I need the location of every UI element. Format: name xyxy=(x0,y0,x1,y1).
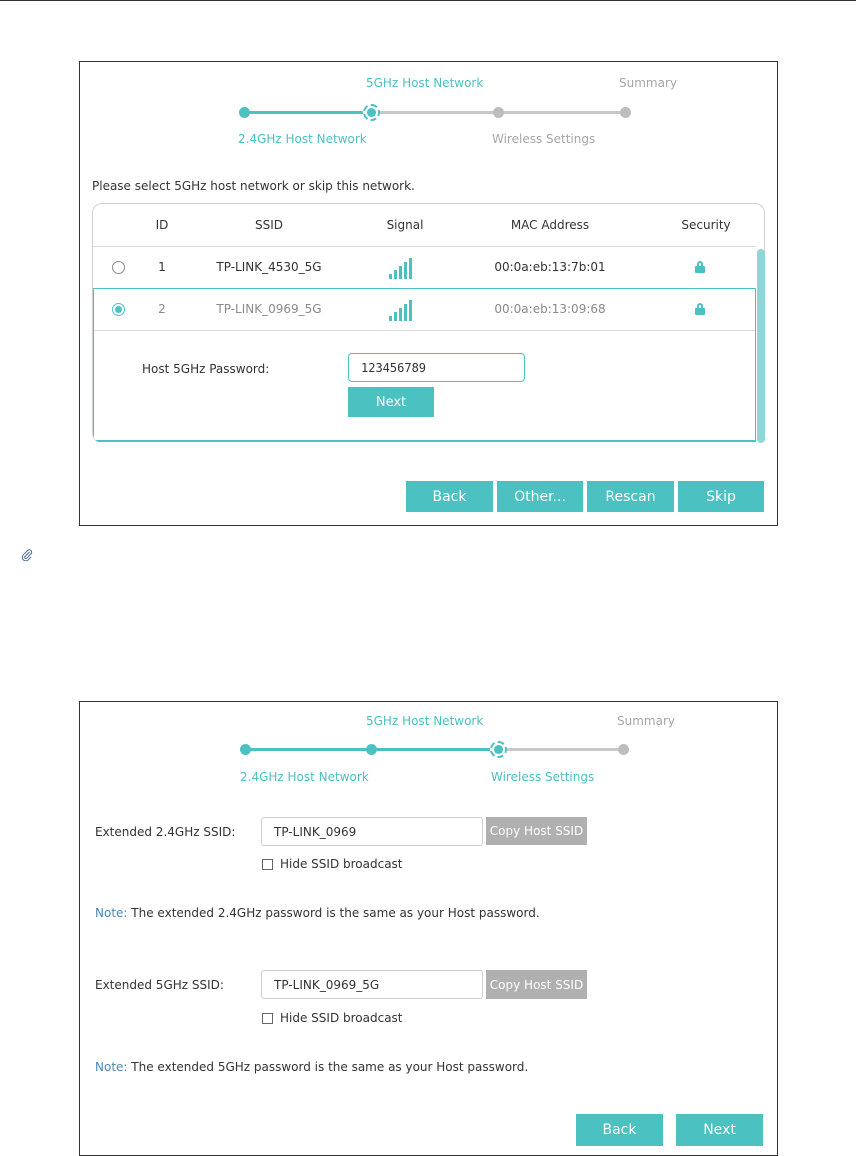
network-radio[interactable] xyxy=(112,261,125,274)
instruction-text: Please select 5GHz host network or skip this network. xyxy=(92,179,415,193)
extended-5ghz-ssid-input[interactable] xyxy=(261,970,483,999)
network-radio-selected[interactable] xyxy=(112,303,125,316)
step-track-pending xyxy=(499,748,623,751)
page-top-rule xyxy=(0,0,856,1)
column-header-ssid: SSID xyxy=(254,218,284,232)
extended-5ghz-ssid-label: Extended 5GHz SSID: xyxy=(95,978,224,992)
step-dot-summary xyxy=(618,744,629,755)
next-button[interactable]: Next xyxy=(676,1114,763,1146)
wireless-settings-panel xyxy=(79,701,778,1156)
paperclip-icon xyxy=(21,549,33,561)
extended-2-4ghz-ssid-input[interactable] xyxy=(261,817,483,846)
skip-button[interactable]: Skip xyxy=(678,481,764,512)
note-2-4ghz-text: The extended 2.4GHz password is the same as your Host password. xyxy=(131,906,540,920)
step-track-done xyxy=(245,111,371,114)
select-5ghz-host-panel xyxy=(79,61,778,526)
table-row-selected[interactable] xyxy=(93,288,756,331)
host-network-table xyxy=(92,203,765,443)
password-next-button[interactable]: Next xyxy=(348,387,434,417)
lock-icon xyxy=(695,261,705,273)
note-label: Note: xyxy=(95,1060,128,1074)
progress-stepper xyxy=(80,62,777,162)
copy-host-ssid-5ghz-button[interactable]: Copy Host SSID xyxy=(486,970,587,999)
password-section xyxy=(93,330,756,442)
rescan-button[interactable]: Rescan xyxy=(587,481,674,512)
step-dot-2-4ghz-host xyxy=(239,107,250,118)
step-label-summary: Summary xyxy=(617,714,675,728)
step-label-2-4ghz-host: 2.4GHz Host Network xyxy=(240,770,369,784)
step-label-5ghz-host: 5GHz Host Network xyxy=(366,714,484,728)
other-button[interactable]: Other... xyxy=(497,481,583,512)
step-dot-2-4ghz-host xyxy=(240,744,251,755)
back-button[interactable]: Back xyxy=(576,1114,663,1146)
row-mac: 00:0a:eb:13:7b:01 xyxy=(494,260,606,274)
hide-ssid-2-4ghz-label: Hide SSID broadcast xyxy=(280,857,403,871)
step-dot-5ghz-host-current xyxy=(363,104,380,121)
note-5ghz-text: The extended 5GHz password is the same as your Host password. xyxy=(131,1060,529,1074)
table-row[interactable] xyxy=(93,246,756,288)
step-label-5ghz-host: 5GHz Host Network xyxy=(366,76,484,90)
row-ssid: TP-LINK_0969_5G xyxy=(216,302,322,316)
back-button[interactable]: Back xyxy=(406,481,493,512)
column-header-id: ID xyxy=(155,218,169,232)
host-password-label: Host 5GHz Password: xyxy=(142,362,270,376)
hide-ssid-2-4ghz-checkbox[interactable] xyxy=(262,859,273,870)
progress-stepper xyxy=(80,702,777,802)
copy-host-ssid-2-4ghz-button[interactable]: Copy Host SSID xyxy=(486,817,587,845)
step-dot-wireless-settings-current xyxy=(490,741,507,758)
step-label-summary: Summary xyxy=(619,76,677,90)
column-header-signal: Signal xyxy=(386,218,424,232)
hide-ssid-5ghz-label: Hide SSID broadcast xyxy=(280,1011,403,1025)
column-header-mac: MAC Address xyxy=(510,218,590,232)
step-label-wireless-settings: Wireless Settings xyxy=(491,770,595,784)
note-5ghz xyxy=(95,1060,528,1074)
step-dot-wireless-settings xyxy=(493,107,504,118)
step-label-wireless-settings: Wireless Settings xyxy=(492,132,596,146)
host-password-input[interactable] xyxy=(348,353,525,382)
column-header-security: Security xyxy=(681,218,731,232)
row-ssid: TP-LINK_4530_5G xyxy=(216,260,322,274)
table-scrollbar[interactable] xyxy=(757,249,765,443)
row-id: 2 xyxy=(158,302,166,316)
note-2-4ghz xyxy=(95,906,540,920)
row-id: 1 xyxy=(158,260,166,274)
signal-strength-icon xyxy=(389,257,415,279)
step-label-2-4ghz-host: 2.4GHz Host Network xyxy=(238,132,367,146)
step-dot-5ghz-host xyxy=(366,744,377,755)
step-dot-summary xyxy=(620,107,631,118)
row-mac: 00:0a:eb:13:09:68 xyxy=(494,302,606,316)
extended-2-4ghz-ssid-label: Extended 2.4GHz SSID: xyxy=(95,825,236,839)
note-label: Note: xyxy=(95,906,128,920)
hide-ssid-5ghz-checkbox[interactable] xyxy=(262,1013,273,1024)
signal-strength-icon xyxy=(389,299,415,321)
lock-icon xyxy=(695,303,705,315)
